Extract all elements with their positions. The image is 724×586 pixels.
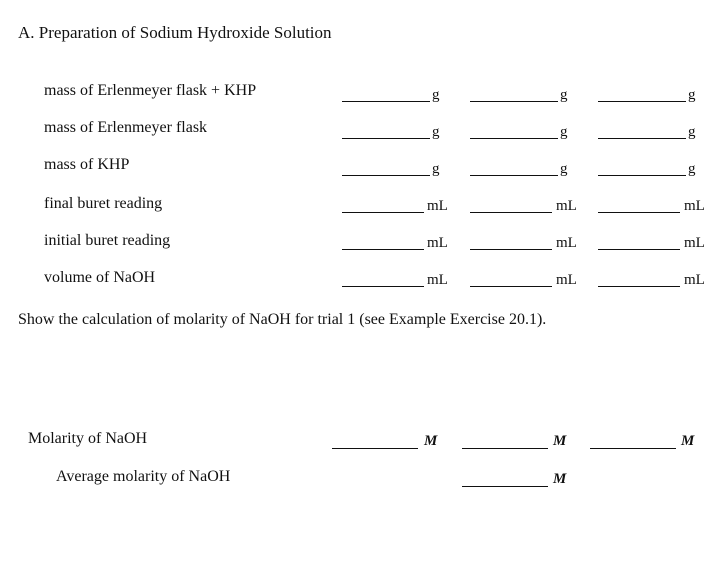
unit-label: g	[688, 87, 696, 103]
unit-label: g	[560, 124, 568, 140]
blank-trial-2[interactable]	[470, 138, 558, 139]
blank-trial-2[interactable]	[470, 101, 558, 102]
blank-trial-2[interactable]	[470, 212, 552, 213]
blank-trial-2[interactable]	[470, 249, 552, 250]
unit-label: mL	[684, 198, 705, 214]
molarity-label: Molarity of NaOH	[28, 430, 148, 447]
unit-label: g	[432, 87, 440, 103]
section-title: A. Preparation of Sodium Hydroxide Solution	[18, 23, 332, 42]
unit-label: mL	[556, 198, 577, 214]
unit-label: mL	[427, 235, 448, 251]
unit-label: M	[553, 471, 567, 487]
unit-label: mL	[427, 198, 448, 214]
row-label-mass-khp: mass of KHP	[44, 156, 130, 173]
blank-trial-3[interactable]	[598, 101, 686, 102]
blank-trial-3[interactable]	[598, 212, 680, 213]
unit-label: g	[560, 161, 568, 177]
blank-trial-1[interactable]	[342, 175, 430, 176]
row-label-mass-flask: mass of Erlenmeyer flask	[44, 119, 208, 136]
blank-trial-1[interactable]	[342, 101, 430, 102]
unit-label: g	[432, 124, 440, 140]
unit-label: g	[688, 161, 696, 177]
average-molarity-label: Average molarity of NaOH	[56, 468, 231, 485]
blank-molarity-trial-2[interactable]	[462, 448, 548, 449]
unit-label: mL	[556, 272, 577, 288]
unit-label: g	[560, 87, 568, 103]
blank-trial-1[interactable]	[342, 138, 430, 139]
row-label-mass-flask-khp: mass of Erlenmeyer flask + KHP	[44, 82, 257, 99]
row-label-volume-naoh: volume of NaOH	[44, 269, 156, 286]
unit-label: M	[681, 433, 695, 449]
blank-trial-1[interactable]	[342, 212, 424, 213]
calculation-instruction: Show the calculation of molarity of NaOH for trial 1 (see Example Exercise 20.1).	[18, 311, 547, 328]
row-label-initial-buret: initial buret reading	[44, 232, 171, 249]
blank-trial-1[interactable]	[342, 249, 424, 250]
blank-trial-3[interactable]	[598, 138, 686, 139]
blank-trial-1[interactable]	[342, 286, 424, 287]
blank-trial-2[interactable]	[470, 286, 552, 287]
unit-label: g	[432, 161, 440, 177]
blank-trial-3[interactable]	[598, 286, 680, 287]
unit-label: mL	[684, 272, 705, 288]
unit-label: mL	[684, 235, 705, 251]
unit-label: M	[553, 433, 567, 449]
blank-trial-3[interactable]	[598, 175, 686, 176]
blank-average-molarity[interactable]	[462, 486, 548, 487]
unit-label: mL	[427, 272, 448, 288]
unit-label: mL	[556, 235, 577, 251]
unit-label: g	[688, 124, 696, 140]
blank-molarity-trial-3[interactable]	[590, 448, 676, 449]
unit-label: M	[424, 433, 438, 449]
blank-molarity-trial-1[interactable]	[332, 448, 418, 449]
blank-trial-2[interactable]	[470, 175, 558, 176]
blank-trial-3[interactable]	[598, 249, 680, 250]
row-label-final-buret: final buret reading	[44, 195, 163, 212]
